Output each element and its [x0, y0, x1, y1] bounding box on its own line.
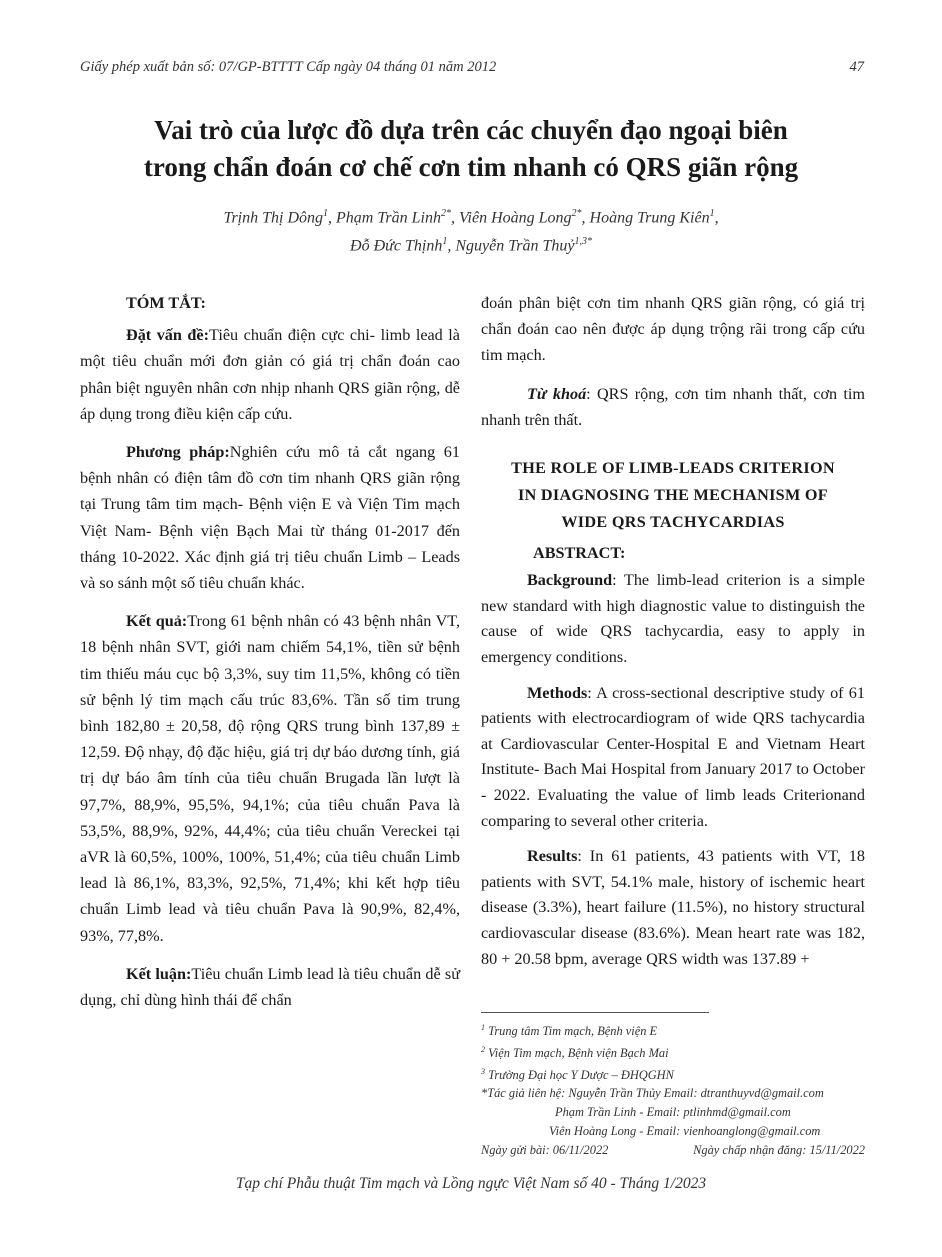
footnote-1 — [481, 1019, 865, 1041]
keywords — [481, 381, 865, 433]
received-date: Ngày gửi bài: 06/11/2022 — [481, 1142, 609, 1157]
running-header — [80, 59, 864, 76]
english-title-line-3: WIDE QRS TACHYCARDIAS — [561, 513, 785, 532]
methods-label-en: Methods — [527, 683, 588, 702]
results-label-en: Results — [527, 847, 578, 866]
author-list — [80, 202, 862, 259]
title-line-1: Vai trò của lược đồ dựa trên các chuyển đạo ngoại biên — [154, 115, 788, 145]
author: Đỗ Đức Thịnh — [350, 237, 443, 255]
affiliation-mark: 1 — [442, 236, 448, 248]
abstract-background — [481, 568, 865, 670]
corresponding-author: *Tác giả liên hệ: Nguyễn Trần Thủy Email: dtranthuyvd@gmail.com — [481, 1086, 824, 1101]
footnote-3 — [481, 1063, 865, 1085]
author: Phạm Trần Linh — [336, 209, 441, 227]
footnote-mark: 1 — [481, 1023, 485, 1032]
page-number: 47 — [849, 59, 864, 75]
summary-background — [80, 322, 460, 427]
affiliation-mark: 1 — [323, 208, 329, 219]
english-title — [481, 455, 865, 536]
affiliation-mark: 1,3* — [574, 236, 592, 248]
background-label: Đặt vấn đề: — [126, 326, 210, 345]
abstract-heading: ABSTRACT: — [533, 544, 626, 563]
english-title-line-1: THE ROLE OF LIMB-LEADS CRITERION — [511, 459, 835, 478]
footnote-text: Trung tâm Tim mạch, Bệnh viện E — [488, 1024, 658, 1039]
english-title-line-2: IN DIAGNOSING THE MECHANISM OF — [517, 486, 828, 505]
results-text: Trong 61 bệnh nhân có 43 bệnh nhân VT, 18 bệnh nhân SVT, giới nam chiếm 54,1%, tiền sử bệnh tim thiếu máu cục bộ 3,3%, suy tim 11,5%, không có tiền sử bệnh lý tim mạch cấu trúc 83,6%. Tần số tim trung bình 182,80 ± 20,58, độ rộng QRS trung bình 137,89 ± 12,59. Độ nhạy, độ đặc hiệu, giá trị dự báo dương tính, giá trị dự báo âm tính của tiêu chuẩn Brugada lần lượt là 97,7%, 88,9%, 95,5%, 94,1%; của tiêu chuẩn Pava là 53,5%, 88,9%, 92%, 44,4%; của tiêu chuẩn Vereckei tại aVR là 60,5%, 100%, 100%, 51,4%; của tiêu chuẩn Limb lead là 86,1%, 83,3%, 92,5%, 71,4%; khi kết hợp tiêu chuẩn Limb lead và tiêu chuẩn Pava là 90,9%, 82,4%, 93%, 77,8%. — [80, 612, 461, 945]
right-column — [481, 290, 865, 982]
abstract-results — [481, 844, 865, 972]
footnote-divider — [481, 1012, 709, 1013]
footnote-mark: 2 — [481, 1044, 485, 1054]
summary-methods — [80, 439, 460, 596]
summary-conclusion — [80, 961, 460, 1013]
affiliation-mark: 1 — [709, 208, 715, 219]
contact-email-3: Viên Hoàng Long - Email: vienhoanglong@gmail.com — [549, 1123, 821, 1138]
results-text-en: : In 61 patients, 43 patients with VT, 18 patients with SVT, 54.1% male, history of ischemic heart disease (3.3%), heart failure (11.5%), no history structural cardiovascular disease (83.6%). Mean heart rate was 182, 80 + 20.58 bpm, average QRS width was 137.89 + — [481, 847, 865, 968]
article-title — [60, 112, 882, 186]
accepted-date: Ngày chấp nhận đăng: 15/11/2022 — [693, 1142, 865, 1157]
keywords-label: Từ khoá — [527, 384, 587, 403]
author: Viên Hoàng Long — [458, 209, 572, 227]
conclusion-continued: đoán phân biệt cơn tim nhanh QRS giãn rộng, có giá trị chẩn đoán cao nên được áp dụng trộng rãi trong cấp cứu tim mạch. — [481, 294, 865, 365]
conclusion-text: Tiêu chuẩn Limb lead là tiêu chuẩn dễ sử dụng, chỉ dùng hình thái để chẩn — [80, 964, 460, 1010]
conclusion-label: Kết luận: — [126, 964, 192, 983]
contact-email-2: Phạm Trần Linh - Email: ptlinhmd@gmail.com — [555, 1105, 791, 1120]
title-line-2: trong chẩn đoán cơ chế cơn tim nhanh có QRS giãn rộng — [143, 152, 799, 182]
footnote-mark: 3 — [481, 1066, 485, 1076]
abstract-methods — [481, 681, 865, 835]
author: Trịnh Thị Dông — [223, 209, 324, 227]
footnote-2 — [481, 1041, 865, 1063]
submission-dates — [481, 1141, 865, 1160]
license-text: Giấy phép xuất bản số: 07/GP-BTTTT Cấp ngày 04 tháng 01 năm 2012 — [80, 59, 497, 75]
footnote-text: Viện Tim mạch, Bệnh viện Bạch Mai — [488, 1045, 669, 1060]
summary-heading: TÓM TẮT: — [126, 294, 206, 312]
keywords-text: : QRS rộng, cơn tim nhanh thất, cơn tim nhanh trên thất. — [481, 384, 865, 429]
results-label: Kết quả: — [126, 612, 188, 631]
methods-text-en: : A cross-sectional descriptive study of 61 patients with electrocardiogram of wide QRS tachycardia at Cardiovascular Center-Hospital E and Vietnam Heart Institute- Bach Mai Hospital from January 2017 to October - 2022. Evaluating the value of limb leads Criterionand comparing to several other criteria. — [481, 683, 865, 830]
author: Hoàng Trung Kiên — [589, 209, 710, 227]
author-line-1: Trịnh Thị Dông$^1$, Phạm Trần Linh$^{2*}$, Viên Hoàng Long$^{2*}$, Hoàng Trung Kiên$^1$, — [223, 208, 719, 227]
background-label-en: Background — [527, 571, 613, 590]
footnote-text: Trường Đại học Y Dược – ĐHQGHN — [488, 1067, 674, 1082]
english-abstract — [481, 568, 865, 972]
background-text-en: : The limb-lead criterion is a simple new standard with high diagnostic value to distinguish the cause of wide QRS tachycardia, easy to apply in emergency conditions. — [481, 571, 865, 666]
left-column — [80, 290, 460, 1025]
affiliation-mark: 2* — [571, 208, 582, 219]
running-footer: Tạp chí Phẫu thuật Tim mạch và Lồng ngực Việt Nam số 40 - Tháng 1/2023 — [235, 1175, 707, 1192]
methods-text: Nghiên cứu mô tả cắt ngang 61 bệnh nhân có điện tâm đồ cơn tim nhanh QRS giãn rộng tại Trung tâm tim mạch- Bệnh viện E và Viện Tim mạch Việt Nam- Bệnh viện Bạch Mai từ tháng 01-2017 đến tháng 10-2022. Xác định giá trị tiêu chuẩn Limb – Leads và so sánh một số tiêu chuẩn khác. — [80, 443, 460, 593]
author-line-2: Đỗ Đức Thịnh$^1$, Nguyễn Trần Thuỷ$^{1,3*}$ — [350, 236, 592, 255]
methods-label: Phương pháp: — [126, 443, 230, 462]
background-text: Tiêu chuẩn điện cực chi- limb lead là một tiêu chuẩn mới đơn giản có giá trị chẩn đoán cao phân biệt nguyên nhân cơn nhịp nhanh QRS giãn rộng, dễ áp dụng trong điều kiện cấp cứu. — [80, 326, 460, 423]
author: Nguyễn Trần Thuỷ — [455, 237, 575, 255]
affiliation-mark: 2* — [440, 208, 451, 219]
footnotes — [481, 1012, 865, 1159]
summary-results — [80, 608, 460, 949]
